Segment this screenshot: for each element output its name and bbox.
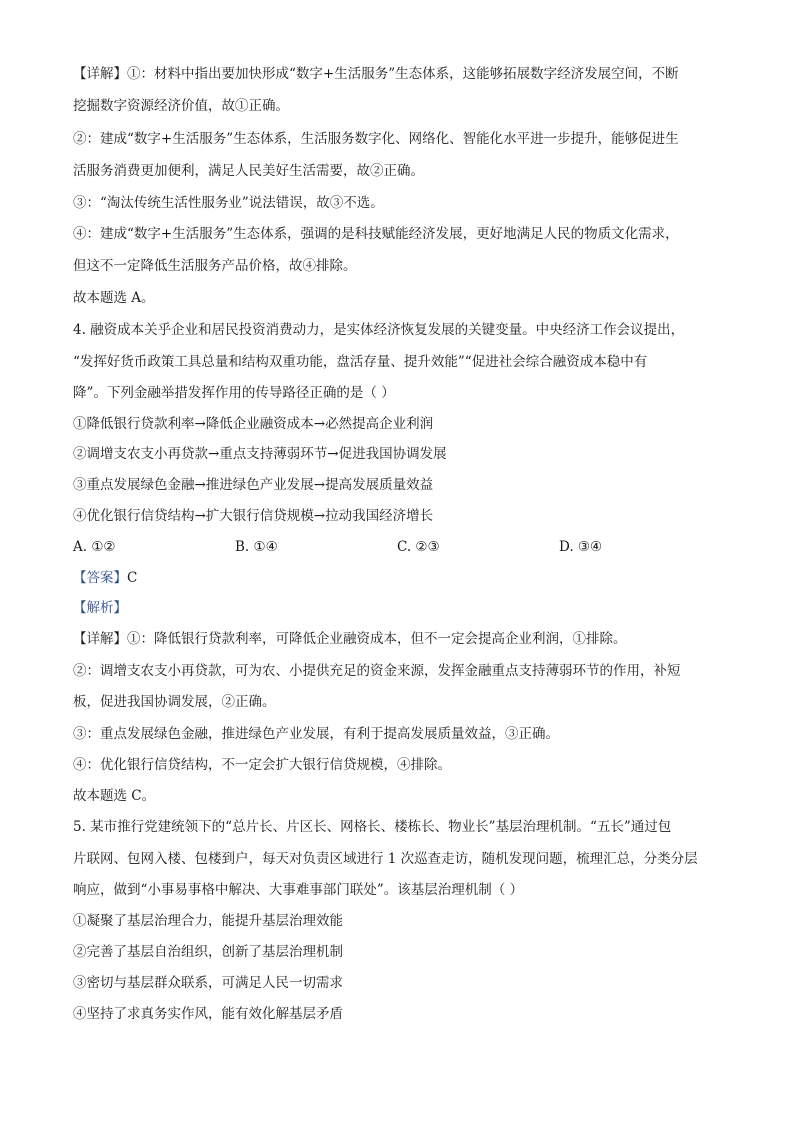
q3-detail-1a: 【详解】①：材料中指出要加快形成“数字+生活服务”生态体系，这能够拓展数字经济发展空间，不断 [73, 66, 679, 82]
option-c: C. ②③ [397, 539, 440, 555]
q4-detail-1: 【详解】①：降低银行贷款利率，可降低企业融资成本，但不一定会提高企业利润，①排除。 [73, 631, 627, 647]
q3-detail-4b: 但这不一定降低生活服务产品价格，故④排除。 [73, 258, 357, 274]
q4-item-2: ②调增支农支小再贷款→重点支持薄弱环节→促进我国协调发展 [73, 446, 447, 462]
q3-detail-3: ③：“淘汰传统生活性服务业”说法错误，故③不选。 [73, 195, 384, 211]
q5-stem-1: 5. 某市推行党建统领下的“总片长、片区长、网格长、楼栋长、物业长”基层治理机制。“五长”通过包 [73, 819, 672, 835]
q4-detail-3: ③：重点发展绿色金融，推进绿色产业发展，有利于提高发展质量效益，③正确。 [73, 726, 559, 742]
option-b: B. ①④ [235, 539, 278, 555]
option-a: A. ①② [73, 539, 116, 555]
q5-item-2: ②完善了基层自治组织，创新了基层治理机制 [73, 944, 343, 960]
answer-tag: 【答案】 [73, 570, 127, 586]
q3-detail-4a: ④：建成“数字+生活服务”生态体系，强调的是科技赋能经济发展，更好地满足人民的物质文化需求， [73, 226, 679, 242]
answer-value: C [127, 570, 138, 586]
q3-detail-2b: 活服务消费更加便利，满足人民美好生活需要，故②正确。 [73, 163, 424, 179]
analysis-tag: 【解析】 [73, 600, 127, 616]
q4-answer-line [73, 568, 723, 588]
q4-detail-2b: 板，促进我国协调发展，②正确。 [73, 694, 276, 710]
q4-stem-1: 4. 融资成本关乎企业和居民投资消费动力，是实体经济恢复发展的关键变量。中央经济工作会议提出， [73, 322, 685, 338]
q4-item-4: ④优化银行信贷结构→扩大银行信贷规模→拉动我国经济增长 [73, 508, 434, 524]
q5-item-1: ①凝聚了基层治理合力，能提升基层治理效能 [73, 913, 343, 929]
q3-detail-2a: ②：建成“数字+生活服务”生态体系，生活服务数字化、网络化、智能化水平进一步提升，能够促进生 [73, 131, 679, 147]
q5-stem-3: 响应，做到“小事易事格中解决、大事难事部门联处”。该基层治理机制（ ） [73, 882, 524, 898]
q4-conclusion: 故本题选 C。 [73, 788, 156, 804]
q4-analysis-line [73, 598, 723, 618]
q5-item-4: ④坚持了求真务实作风，能有效化解基层矛盾 [73, 1006, 343, 1022]
q4-item-1: ①降低银行贷款利率→降低企业融资成本→必然提高企业利润 [73, 416, 434, 432]
q4-stem-2: “发挥好货币政策工具总量和结构双重功能，盘活存量、提升效能”“促进社会综合融资成本稳中有 [73, 354, 648, 370]
option-d: D. ③④ [559, 539, 603, 555]
q5-item-3: ③密切与基层群众联系，可满足人民一切需求 [73, 975, 343, 991]
q4-stem-3: 降”。下列金融举措发挥作用的传导路径正确的是（ ） [73, 385, 395, 401]
q3-conclusion: 故本题选 A。 [73, 290, 155, 306]
q3-detail-1b: 挖掘数字资源经济价值，故①正确。 [73, 98, 289, 114]
q4-item-3: ③重点发展绿色金融→推进绿色产业发展→提高发展质量效益 [73, 477, 434, 493]
q4-detail-4: ④：优化银行信贷结构，不一定会扩大银行信贷规模，④排除。 [73, 757, 451, 773]
q5-stem-2: 片联网、包网入楼、包楼到户，每天对负责区域进行 1 次巡查走访，随机发现问题，梳理汇总，分类分层 [73, 851, 698, 867]
q4-detail-2a: ②：调增支农支小再贷款，可为农、小提供充足的资金来源，发挥金融重点支持薄弱环节的作用，补短 [73, 663, 681, 679]
